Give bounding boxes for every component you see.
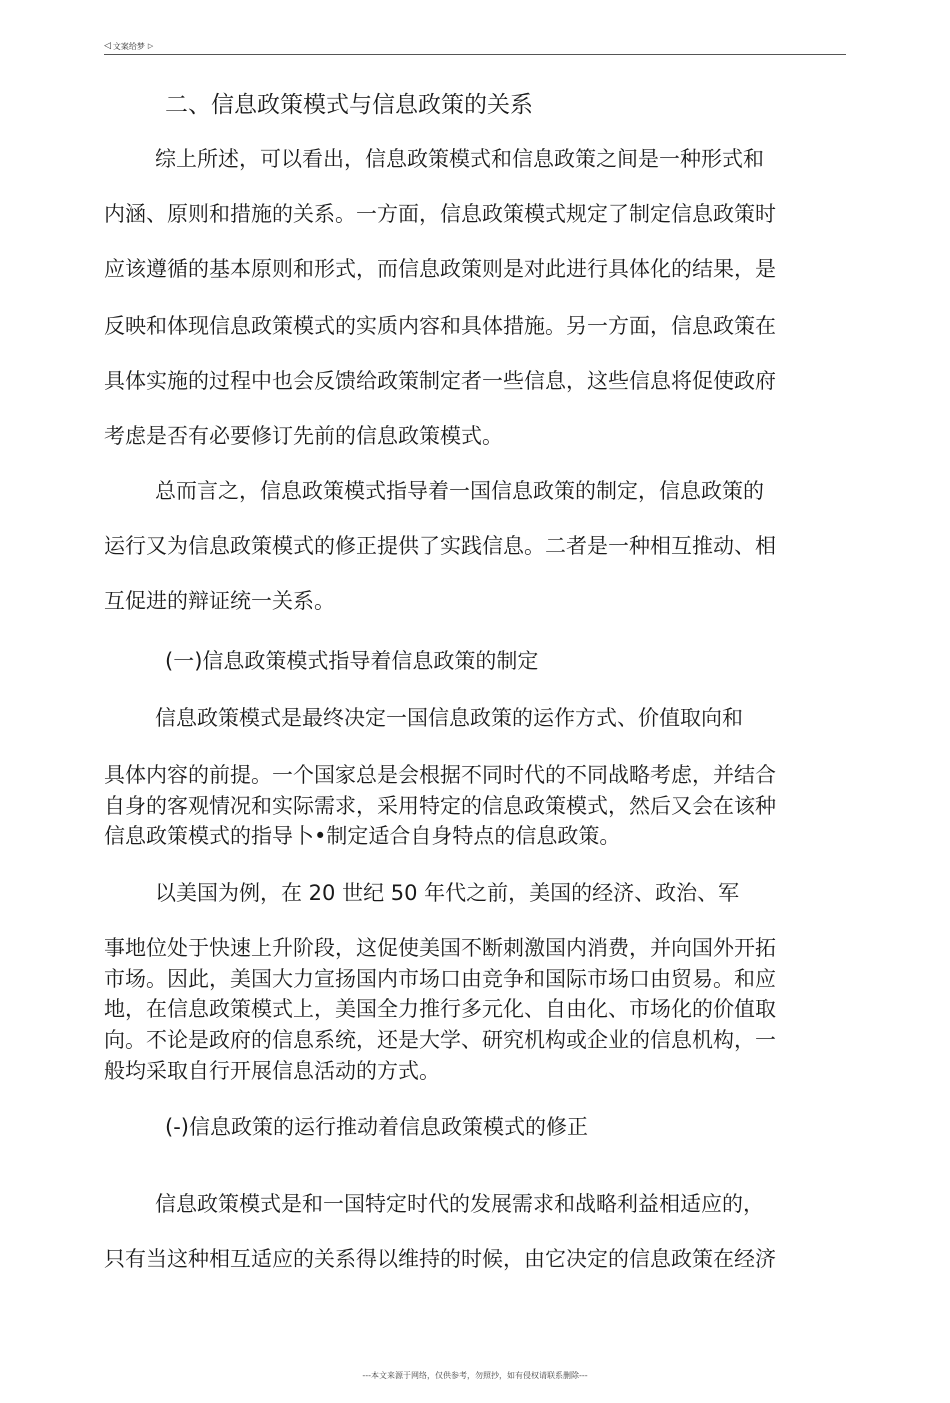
paragraph-line: 互促进的辩证统一关系。 — [104, 589, 335, 613]
left-triangle-icon: ◁ — [104, 41, 111, 51]
paragraph-line: 综上所述，可以看出，信息政策模式和信息政策之间是一种形式和 — [155, 147, 764, 171]
paragraph-line: 信息政策模式的指导卜•制定适合自身特点的信息政策。 — [104, 824, 621, 848]
subsection-title: (-)信息政策的运行推动着信息政策模式的修正 — [165, 1115, 588, 1139]
paragraph-line: 般均采取自行开展信息活动的方式。 — [104, 1059, 440, 1083]
paragraph-line: 具体实施的过程中也会反馈给政策制定者一些信息，这些信息将促使政府 — [104, 369, 776, 393]
page-footer: ---本文来源于网络，仅供参考，勿照抄，如有侵权请联系删除--- — [362, 1371, 588, 1380]
header-title: 文案给梦 — [112, 41, 145, 51]
header-rule — [104, 54, 846, 55]
paragraph-line: 应该遵循的基本原则和形式，而信息政策则是对此进行具体化的结果，是 — [104, 257, 776, 281]
page-header — [104, 38, 846, 54]
paragraph-line: 市场。因此，美国大力宣扬国内市场口由竞争和国际市场口由贸易。和应 — [104, 967, 776, 991]
paragraph-line: 考虑是否有必要修订先前的信息政策模式。 — [104, 424, 503, 448]
paragraph-line: 向。不论是政府的信息系统，还是大学、研究机构或企业的信息机构，一 — [104, 1028, 776, 1052]
paragraph-line: 只有当这种相互适应的关系得以维持的时候，由它决定的信息政策在经济 — [104, 1247, 776, 1271]
paragraph-line: 运行又为信息政策模式的修正提供了实践信息。二者是一种相互推动、相 — [104, 534, 776, 558]
paragraph-line: 具体内容的前提。一个国家总是会根据不同时代的不同战略考虑，并结合 — [104, 763, 776, 787]
section-title: 二、信息政策模式与信息政策的关系 — [165, 92, 533, 118]
paragraph-line: 反映和体现信息政策模式的实质内容和具体措施。另一方面，信息政策在 — [104, 314, 776, 338]
paragraph-line: 事地位处于快速上升阶段，这促使美国不断刺激国内消费，并向国外开拓 — [104, 936, 776, 960]
paragraph-line: 地，在信息政策模式上，美国全力推行多元化、自由化、市场化的价值取 — [104, 997, 776, 1021]
paragraph-line: 自身的客观情况和实际需求，采用特定的信息政策模式，然后又会在该种 — [104, 794, 776, 818]
paragraph-line: 内涵、原则和措施的关系。一方面，信息政策模式规定了制定信息政策时 — [104, 202, 776, 226]
paragraph-line: 以美国为例，在 20 世纪 50 年代之前，美国的经济、政治、军 — [155, 881, 740, 905]
subsection-title: (一)信息政策模式指导着信息政策的制定 — [165, 649, 539, 673]
paragraph-line: 信息政策模式是和一国特定时代的发展需求和战略利益相适应的， — [155, 1192, 764, 1216]
right-triangle-icon: ▷ — [147, 42, 154, 50]
paragraph-line: 信息政策模式是最终决定一国信息政策的运作方式、价值取向和 — [155, 706, 743, 730]
paragraph-line: 总而言之，信息政策模式指导着一国信息政策的制定，信息政策的 — [155, 479, 764, 503]
